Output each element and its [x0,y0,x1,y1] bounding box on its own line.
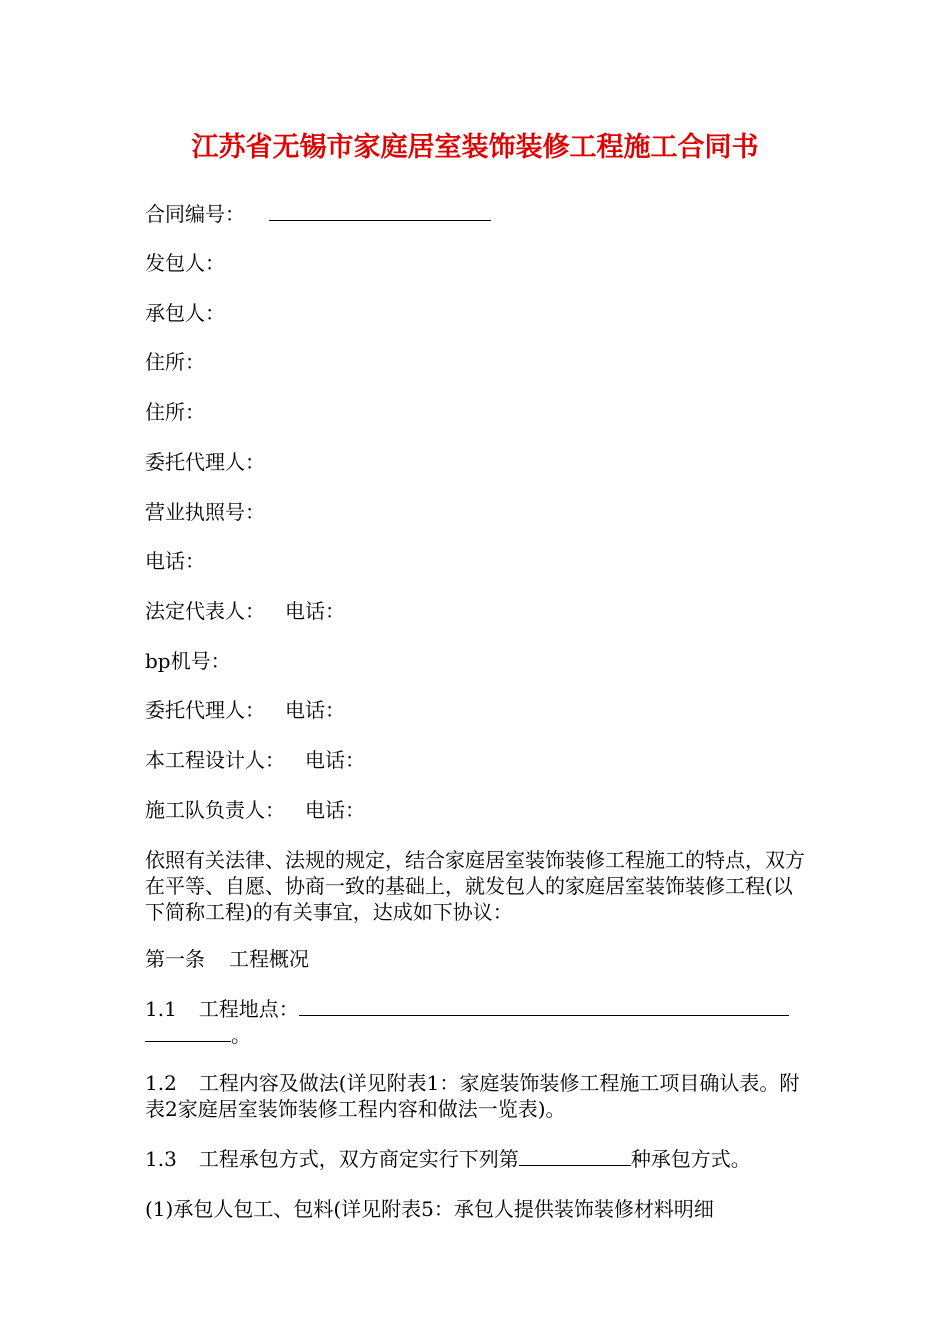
item-1-1-end: 。 [231,1023,251,1047]
employer-label: 发包人： [145,251,225,275]
team-leader-label: 施工队负责人： [145,798,285,822]
contractor-label: 承包人： [145,301,225,325]
team-leader-phone-label: 电话： [305,798,365,822]
team-leader-line [145,797,365,823]
item-1-1-number: 1.1 [145,997,177,1021]
address-label-2: 住所： [145,400,205,424]
item-1-2-paragraph [145,1070,810,1122]
article-1-heading [145,946,309,972]
article-1-title: 工程概况 [229,947,309,971]
agent-phone-label: 电话： [285,698,345,722]
item-1-1-line [145,996,789,1022]
item-1-3-text: 工程承包方式，双方商定实行下列第 [198,1147,519,1171]
legal-rep-phone-label: 电话： [285,599,345,623]
item-1-3-line [145,1146,751,1172]
address-label-1: 住所： [145,350,205,374]
contract-number-label: 合同编号： [145,202,245,226]
contract-number-blank[interactable] [269,202,491,221]
legal-rep-line [145,598,345,624]
bp-label: bp机号： [145,649,231,673]
contract-mode-blank[interactable] [519,1147,631,1166]
item-1-3-end: 种承包方式。 [630,1147,751,1171]
sub-item-1: (1)承包人包工、包料(详见附表5：承包人提供装饰装修材料明细 [145,1197,714,1221]
designer-phone-label: 电话： [305,748,365,772]
designer-label: 本工程设计人： [145,748,285,772]
designer-line [145,747,365,773]
intro-paragraph: 依照有关法律、法规的规定，结合家庭居室装饰装修工程施工的特点，双方在平等、自愿、协商一致的基础上，就发包人的家庭居室装饰装修工程(以下简称工程)的有关事宜，达成如下协议： [145,848,805,924]
item-1-2-text: 工程内容及做法(详见附表1：家庭装饰装修工程施工项目确认表。附表2家庭居室装饰装修工程内容和做法一览表)。 [145,1071,800,1121]
license-label: 营业执照号： [145,500,265,524]
item-1-2-number: 1.2 [145,1071,177,1095]
phone-label: 电话： [145,549,205,573]
document-title: 江苏省无锡市家庭居室装饰装修工程施工合同书 [191,132,759,163]
item-1-1-text: 工程地点： [198,997,299,1021]
article-1-number: 第一条 [145,947,205,971]
legal-rep-label: 法定代表人： [145,599,265,623]
item-1-3-number: 1.3 [145,1147,177,1171]
agent-line-2 [145,697,345,723]
agent-label-1: 委托代理人： [145,450,265,474]
item-1-1-continuation [145,1022,251,1048]
agent-label-2: 委托代理人： [145,698,265,722]
project-location-blank-cont[interactable] [145,1023,231,1042]
contract-number-line [145,201,491,227]
project-location-blank[interactable] [299,997,789,1016]
